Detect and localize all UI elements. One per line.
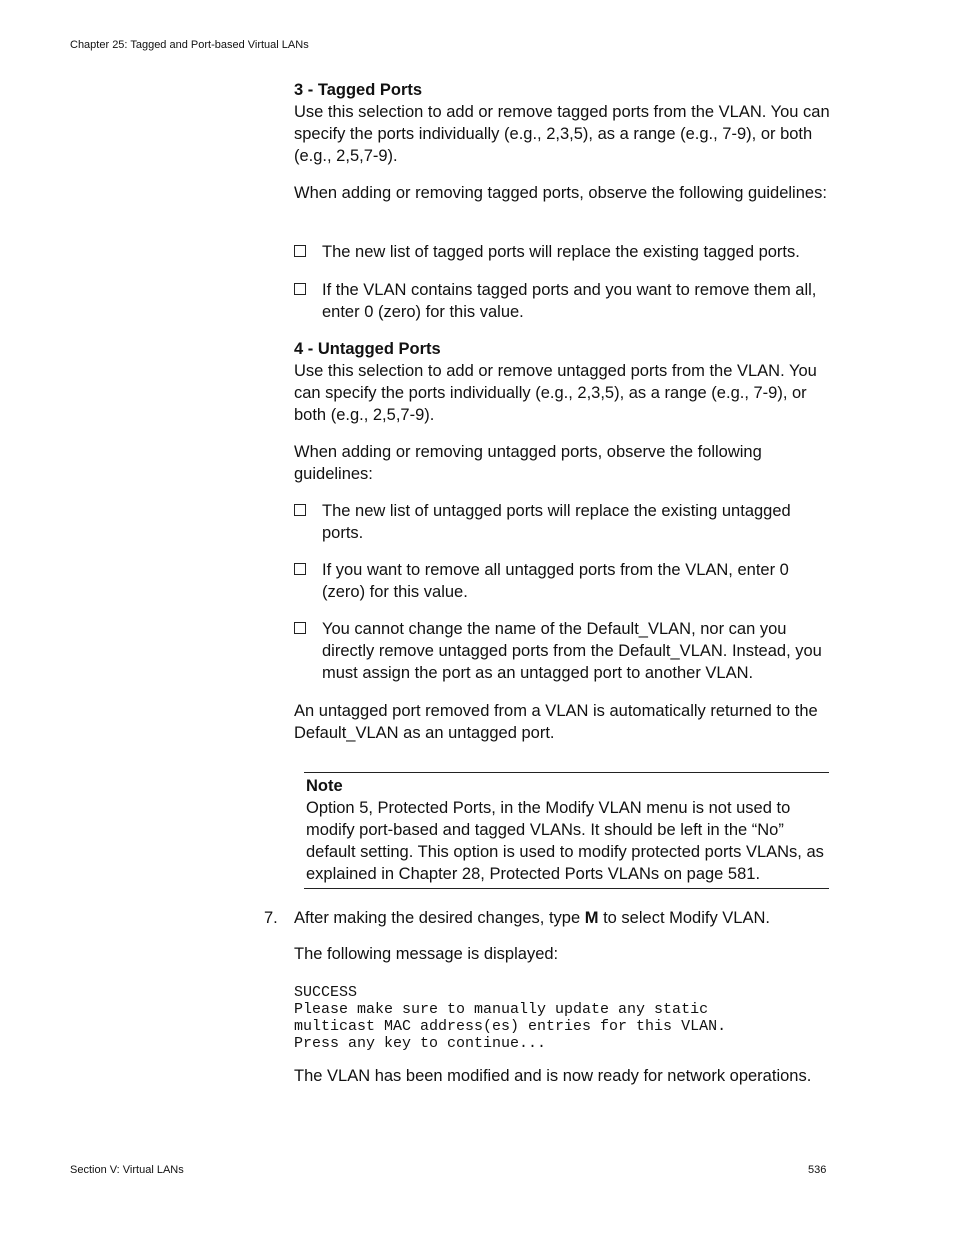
tagged-bullet-1: The new list of tagged ports will replace the existing tagged ports. xyxy=(294,241,834,263)
console-output: SUCCESS Please make sure to manually update any static multicast MAC address(es) entries for this VLAN. Press any key to continue... xyxy=(294,984,727,1052)
note-text: Option 5, Protected Ports, in the Modify VLAN menu is not used to modify port-based and tagged VLANs. It should be left in the “No” default setting. This option is used to modify protected ports VLANs, as explained in Chapter 28, Protected Ports VLANs on page 581. xyxy=(306,799,824,883)
untagged-ports-section xyxy=(294,338,834,426)
checkbox-bullet-icon xyxy=(294,283,306,295)
key-m: M xyxy=(584,909,599,927)
untagged-bullet-2: If you want to remove all untagged ports from the VLAN, enter 0 (zero) for this value. xyxy=(294,559,834,603)
checkbox-bullet-icon xyxy=(294,245,306,257)
untagged-ports-body: Use this selection to add or remove untagged ports from the VLAN. You can specify the ports individually (e.g., 2,3,5), as a range (e.g., 7-9), or both (e.g., 2,5,7-9). xyxy=(294,362,817,424)
running-header: Chapter 25: Tagged and Port-based Virtual LANs xyxy=(70,39,309,51)
checkbox-bullet-icon xyxy=(294,622,306,634)
tagged-ports-body: Use this selection to add or remove tagged ports from the VLAN. You can specify the ports individually (e.g., 2,3,5), as a range (e.g., 7-9), or both (e.g., 2,5,7-9). xyxy=(294,103,830,165)
step-number: 7. xyxy=(264,909,278,927)
checkbox-bullet-icon xyxy=(294,563,306,575)
tagged-ports-heading: 3 - Tagged Ports xyxy=(294,81,423,99)
untagged-bullet-1: The new list of untagged ports will replace the existing untagged ports. xyxy=(294,500,834,544)
checkbox-bullet-icon xyxy=(294,504,306,516)
page-number: 536 xyxy=(808,1164,827,1176)
tagged-bullet-2: If the VLAN contains tagged ports and you want to remove them all, enter 0 (zero) for this value. xyxy=(294,279,834,323)
untagged-bullet-3: You cannot change the name of the Default_VLAN, nor can you directly remove untagged ports from the Default_VLAN. Instead, you must assign the port as an untagged port to another VLAN. xyxy=(294,618,834,684)
tagged-guidelines-intro: When adding or removing tagged ports, observe the following guidelines: xyxy=(294,184,827,202)
step-7-instruction: After making the desired changes, type M to select Modify VLAN. xyxy=(294,909,770,927)
untagged-guidelines-intro: When adding or removing untagged ports, observe the following guidelines: xyxy=(294,443,762,483)
message-intro: The following message is displayed: xyxy=(294,945,559,963)
footer-section: Section V: Virtual LANs xyxy=(70,1164,184,1176)
note-box xyxy=(304,772,829,889)
untagged-closing-paragraph: An untagged port removed from a VLAN is automatically returned to the Default_VLAN as an untagged port. xyxy=(294,702,818,742)
untagged-ports-heading: 4 - Untagged Ports xyxy=(294,340,441,358)
note-heading: Note xyxy=(306,777,343,795)
tagged-ports-section xyxy=(294,79,834,167)
result-paragraph: The VLAN has been modified and is now ready for network operations. xyxy=(294,1067,812,1085)
